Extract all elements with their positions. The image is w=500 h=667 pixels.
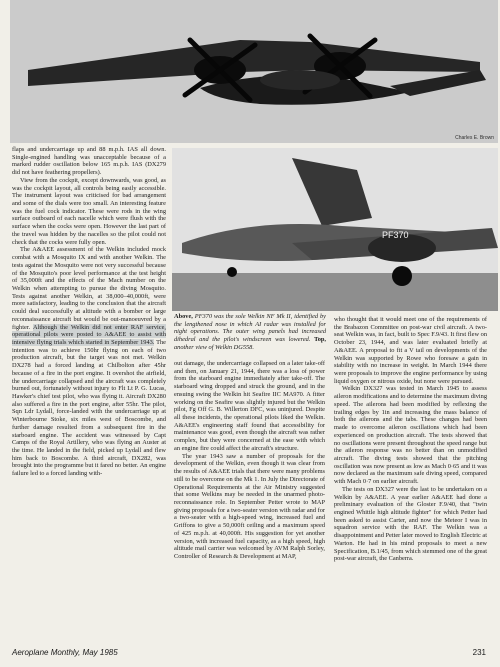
paragraph: Welkin DX327 was tested in March 1945 to assess aileron modifications and to determine the maximum diving speed. The ailerons had been modified by reflexing the trailing edges by 1in and increasing the mass balance of both the ailerons and the tabs. These changes had been made to overcome aileron oscillations which had been experienced on production aircraft. The tests showed that no oscillations were present throughout the speed range but the aileron response was no better than on unmodified aircraft. The diving tests showed that the pitching oscillation was now present as low as Mach 0·65 and it was now declared as the maximum safe diving speed, compared with Mach 0·7 on earlier aircraft.	[334, 385, 487, 486]
magazine-footer: Aeroplane Monthly, May 1985	[12, 648, 118, 657]
photo-welkin-in-flight	[10, 0, 498, 143]
welkin-ground-image	[172, 148, 498, 311]
paragraph: View from the cockpit, except downwards, was good, as was the cockpit layout, all controls being easily accessible. The instrument layout was criticised for bad arrangement and some of the dials were too small. An interesting feature was the fuel cock indicator. These were rods in the wing surface outboard of each nacelle which were flush with the surface when the cocks were open. However the last part of the travel was hidden by the nacelles so the pilot could not check that the cocks were fully open.	[12, 176, 166, 246]
photo-caption	[174, 313, 326, 359]
paragraph: The year 1943 saw a number of proposals for the development of the Welkin, even though it was clear from the results of A&AEE trials that there were many problems still to be overcome on the Mk 1. In July the Directorate of Operational Requirements at the Air Ministry suggested that some Welkins may be needed in the unarmed photo-reconnaissance role. In September Petter wrote to MAP giving proposals for a two-seater version with radar and for a two-seater with a high-speed wing, increased fuel and Griffons to give a 50,000ft ceiling and a maximum speed of 425 m.p.h. at 40,000ft. His suggestion for yet another version, with increased fuel capacity, as a high speed, high altitude mail carrier was welcomed by AVM Ralph Sorley, Controller of Research & Development at MAP,	[174, 452, 325, 560]
paragraph	[12, 246, 166, 478]
page-number: 231	[472, 648, 486, 657]
highlighted-text: Although the Welkin did not enter RAF service, operational pilots were posted to A&AEE to assist with intensive flying trials which started in September 1943.	[12, 323, 166, 346]
article-column-2	[174, 360, 325, 634]
paragraph: The tests on DX327 were the last to be undertaken on a Welkin by A&AEE. A year earlier A&AEE had done a preliminary evaluation of the Gloster F.9/40, that "twin engined Whittle high altitude fighter" for which Petter had been asked to assist Carter, and now the Meteor I was in squadron service with the RAF. The Welkin was a disappointment and Petter later moved to English Electric at Warton. He had in his mind proposals to meet a new Specification, B.1/45, from which stemmed one of the great post-war aircraft, the Canberra.	[334, 485, 487, 563]
photo-welkin-nf-mk2	[172, 148, 498, 311]
caption-text-above: PF370 was the sole Welkin NF Mk II, identified by the lengthened nose in which AI radar was installed for night operations. The outer wing panels had increased dihedral and the pilot's windscreen was lowered.	[174, 313, 326, 344]
caption-text-top: another view of Welkin DG558.	[174, 343, 254, 351]
caption-lead-top: Top,	[314, 336, 326, 344]
article-column-3	[334, 316, 487, 634]
welkin-flight-image	[10, 0, 498, 143]
paragraph-text: The intention was to achieve 150hr flying on each of two production aircraft, but the target was not met. Welkin DX278 had a forced landing at Chilbolton after 45hr because of a fire in the port engine. It overshot the airfield, the undercarriage collapsed and the aircraft was completely burned out, fortunately without injury to Flt Lt P. G. Lucas, Hawker's chief test pilot, who was flying it. Aircraft DX280 also suffered a fire in the port engine, after 55hr. The pilot, Sqn Ldr Lydall, force-landed with the undercarriage up at Winterbourne Stoke, six miles west of Boscombe, and further damage resulted from a subsequent fire in the starboard engine. The accident was witnessed by Capt Camps of the Royal Artillery, who was flying an Auster at the time. He landed in the field, picked up Lydall and flew him back to Boscombe. A third aircraft, DX282, was brought into the programme but it fared no better. An engine failure led to a forced landing with-	[12, 338, 166, 478]
photo-credit: Charles E. Brown	[455, 135, 494, 141]
paragraph: flaps and undercarriage up and 88 m.p.h. IAS all down. Single-engined handling was unacceptable because of a marked rudder oscillation below 165 m.p.h. IAS (DX279 did not have feathering propellers).	[12, 146, 166, 177]
paragraph-text: The A&AEE assessment of the Welkin included mock combat with a Mosquito IX and with another Welkin. The tests against the Mosquito were not very successful because of the Mosquito's poor level performance at the test height of 35,000ft and the effects of the Mach number on the Welkin when attempting to pursue the diving Mosquito. Tests against another Welkin, at 38,000–40,000ft, were more satisfactory, leading to the conclusion that the aircraft could deal successfully at altitude with a bomber or large reconnaissance aircraft but would be out-manoeuvred by a fighter.	[12, 246, 166, 331]
paragraph: out damage, the undercarriage collapsed on a later take-off and then, on January 21, 1944, there was a loss of power from the starboard engine immediately after take-off. The starboard wing dropped and struck the ground, and in the ensuing swing the Welkin hit Seafire IIC MA970. A fitter working on the Seafire was slightly injured but the Welkin pilot, Fg Off G. B. Willerton DFC, was uninjured. Despite all these incidents, the operational pilots liked the Welkin. A&AEE's engineering staff found that accessibility for maintenance was good, even though the aircraft was rather complex, but they were concerned at the ease with which an engine fire could affect the aircraft's structure.	[174, 360, 325, 452]
caption-lead: Above,	[174, 313, 193, 320]
aircraft-serial: PF370	[382, 230, 409, 240]
article-column-1	[12, 146, 166, 634]
paragraph: who thought that it would meet one of the requirements of the Brabazon Committee on post-war civil aircraft. A two-seat Welkin was, in fact, built to Spec F.9/43. It first flew on October 23, 1944, and was later evaluated briefly at A&AEE. A proposal to fit a V tail on developments of the Welkin was supported by Rowe who foresaw a gain in stability with no increase in weight. In March 1944 there were proposals to improve the engine performance by using liquid oxygen or nitrous oxide, but none were pursued.	[334, 316, 487, 385]
